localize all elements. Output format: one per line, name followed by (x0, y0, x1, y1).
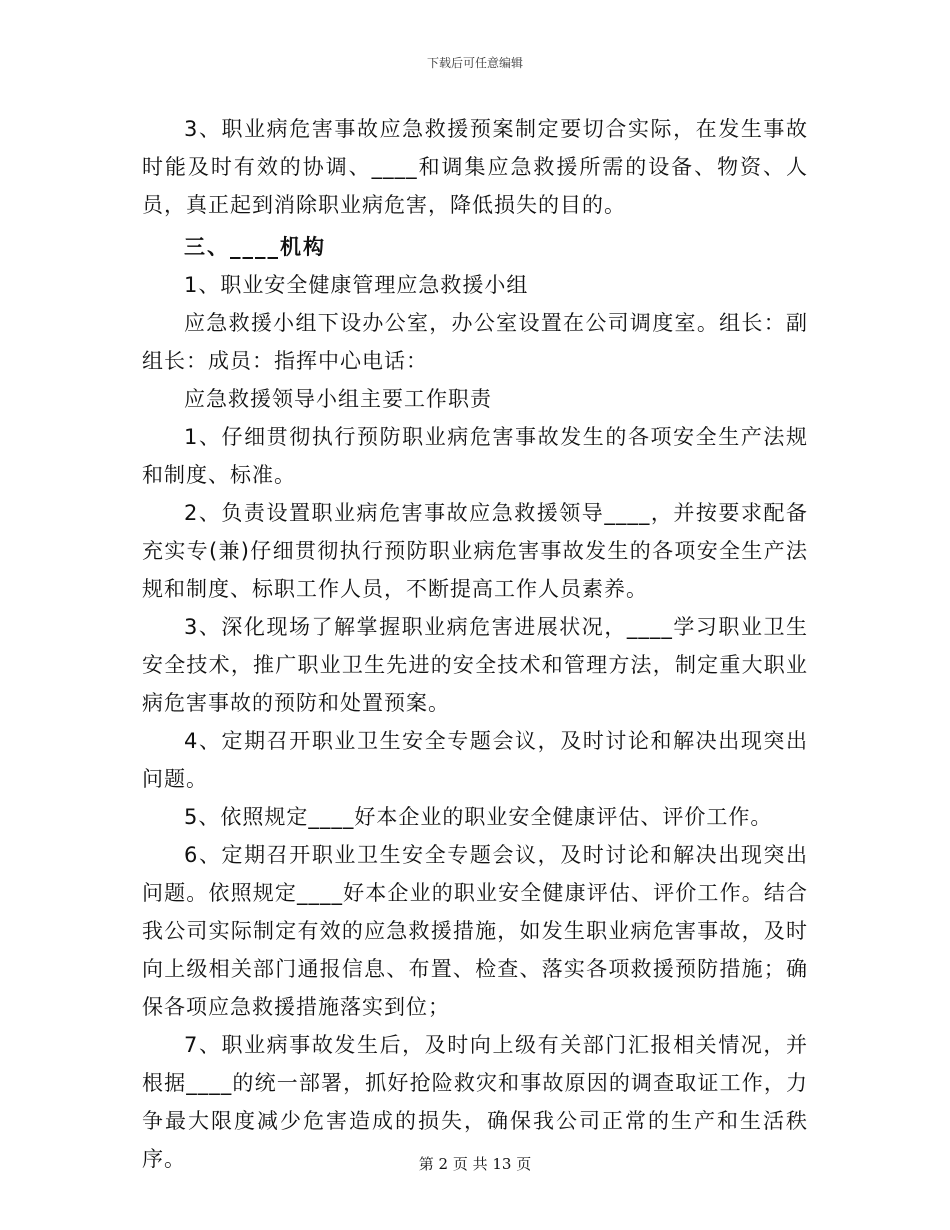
paragraph-duty-1: 1、仔细贯彻执行预防职业病危害事故发生的各项安全生产法规和制度、标准。 (142, 425, 808, 487)
page-header: 下载后可任意编辑 (426, 56, 523, 70)
paragraph-office-info: 应急救援小组下设办公室，办公室设置在公司调度室。组长：副组长：成员：指挥中心电话： (142, 311, 808, 373)
page-footer: 第 2 页 共 13 页 (418, 1155, 532, 1173)
paragraph-duty-7: 7、职业病事故发生后，及时向上级有关部门汇报相关情况，并根据____的统一部署，抓好抢险救灾和事故原因的调查取证工作，力争最大限度减少危害造成的损失，确保我公司正常的生产和生活秩序。 (142, 1033, 808, 1171)
paragraph-duty-5: 5、依照规定____好本企业的职业安全健康评估、评价工作。 (184, 805, 773, 829)
document-body (142, 110, 808, 1178)
paragraph-duty-3: 3、深化现场了解掌握职业病危害进展状况，____学习职业卫生安全技术，推广职业卫生先进的安全技术和管理方法，制定重大职业病危害事故的预防和处置预案。 (142, 615, 808, 715)
paragraph-duties-title: 应急救援领导小组主要工作职责 (184, 387, 492, 411)
paragraph-duty-2: 2、负责设置职业病危害事故应急救援领导____，并按要求配备充实专(兼)仔细贯彻执行预防职业病危害事故发生的各项安全生产法规和制度、标职工作人员，不断提高工作人员素养。 (142, 501, 808, 601)
paragraph-rescue-group-title: 1、职业安全健康管理应急救援小组 (184, 273, 529, 297)
section-heading-organization: 三、____机构 (184, 235, 326, 259)
paragraph-duty-4: 4、定期召开职业卫生安全专题会议，及时讨论和解决出现突出问题。 (142, 729, 808, 791)
paragraph-duty-6: 6、定期召开职业卫生安全专题会议，及时讨论和解决出现突出问题。依照规定____好本企业的职业安全健康评估、评价工作。结合我公司实际制定有效的应急救援措施，如发生职业病危害事故，及时向上级相关部门通报信息、布置、检查、落实各项救援预防措施；确保各项应急救援措施落实到位； (142, 843, 808, 1019)
paragraph-item-3-plan: 3、职业病危害事故应急救援预案制定要切合实际，在发生事故时能及时有效的协调、____和调集应急救援所需的设备、物资、人员，真正起到消除职业病危害，降低损失的目的。 (142, 117, 808, 217)
